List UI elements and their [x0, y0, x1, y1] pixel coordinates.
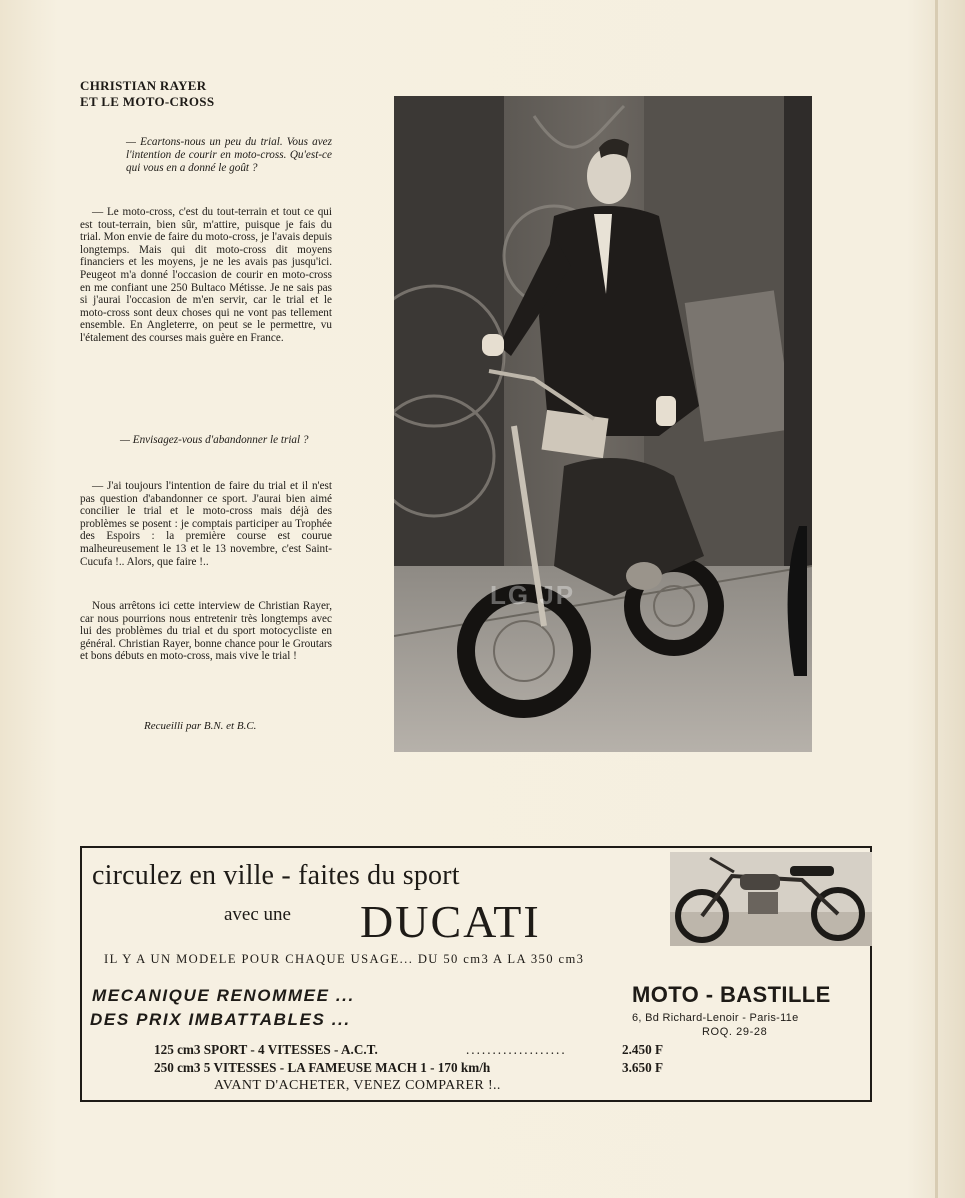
leader-dots: ................... — [466, 1042, 567, 1057]
model-price: 2.450 F — [622, 1042, 664, 1057]
dealer-phone: ROQ. 29-28 — [702, 1026, 768, 1038]
ducati-bike-illustration — [670, 852, 872, 946]
ad-slogan: circulez en ville - faites du sport — [92, 860, 460, 891]
watermark: LG JP — [490, 580, 576, 610]
interview-article — [80, 78, 334, 732]
ad-mecanique: MECANIQUE RENOMMEE ... — [92, 986, 355, 1005]
article-signature: Recueilli par B.N. et B.C. — [144, 720, 257, 732]
headline-line2: ET LE MOTO-CROSS — [80, 94, 215, 109]
question-2: — Envisagez-vous d'abandonner le trial ? — [120, 434, 309, 446]
headline-line1: CHRISTIAN RAYER — [80, 78, 207, 93]
question-1: — Ecartons-nous un peu du trial. Vous avez l'intention de courir en moto-cross. Qu'est-ce qui vous en a donné le goût ? — [126, 136, 332, 174]
ad-avec-une: avec une — [224, 904, 291, 925]
ducati-bike-photo — [670, 852, 872, 946]
rider-photo — [394, 96, 812, 752]
answer-3: Nous arrêtons ici cette interview de Christian Rayer, car nous pourrions nous entretenir très longtemps avec lui des problèmes du trial et du sport motocycliste en général. Christian Rayer, bonne chance pour le Groutars et bons débuts en moto-cross, mais vive le trial ! — [80, 600, 332, 663]
ad-brand-ducati: DUCATI — [360, 896, 541, 947]
model-price: 3.650 F — [622, 1060, 664, 1075]
model-description: 250 cm3 5 VITESSES - LA FAMEUSE MACH 1 - 170 km/h — [154, 1060, 491, 1075]
ad-prix: DES PRIX IMBATTABLES ... — [90, 1010, 351, 1029]
rider-photo-illustration — [394, 96, 812, 752]
page-fold — [935, 0, 938, 1198]
ducati-advertisement — [80, 846, 872, 1102]
answer-2: — J'ai toujours l'intention de faire du trial et il n'est pas question d'abandonner ce sport. J'aurai bien aimé concilier le trial et le moto-cross mais déjà des problèmes se posent : je comptais participer au Trophée des Espoirs : la première course est courue malheureusement le 13 et le 13 novembre, c'est Saint-Cucufa !.. Alors, que faire !.. — [80, 480, 332, 568]
answer-1: — Le moto-cross, c'est du tout-terrain et tout ce qui est tout-terrain, bien sûr, m'attire, puisque je fais du trial. Mon envie de faire du moto-cross, je l'avais depuis longtemps. Mais qui dit moto-cross dit moyens financiers et les moyens, je ne les avais pas jusqu'ici. Peugeot m'a donné l'occasion de courir en moto-cross en me confiant une 250 Bultaco Métisse. Je ne sais pas si j'aurai l'occasion de m'en servir, car le trial et le moto-cross sont deux choses qui ne vont pas tellement ensemble. En Angleterre, on peut se le permettre, vu l'étalement des courses mais guère en France. — [80, 206, 332, 344]
dealer-address: 6, Bd Richard-Lenoir - Paris-11e — [632, 1012, 799, 1024]
article-headline — [80, 78, 334, 110]
model-description: 125 cm3 SPORT - 4 VITESSES - A.C.T. — [154, 1042, 378, 1057]
ad-usage-line: IL Y A UN MODELE POUR CHAQUE USAGE... DU 50 cm3 A LA 350 cm3 — [104, 952, 585, 966]
dealer-name: MOTO - BASTILLE — [632, 982, 831, 1007]
ad-compare-line: AVANT D'ACHETER, VENEZ COMPARER !.. — [214, 1078, 501, 1093]
